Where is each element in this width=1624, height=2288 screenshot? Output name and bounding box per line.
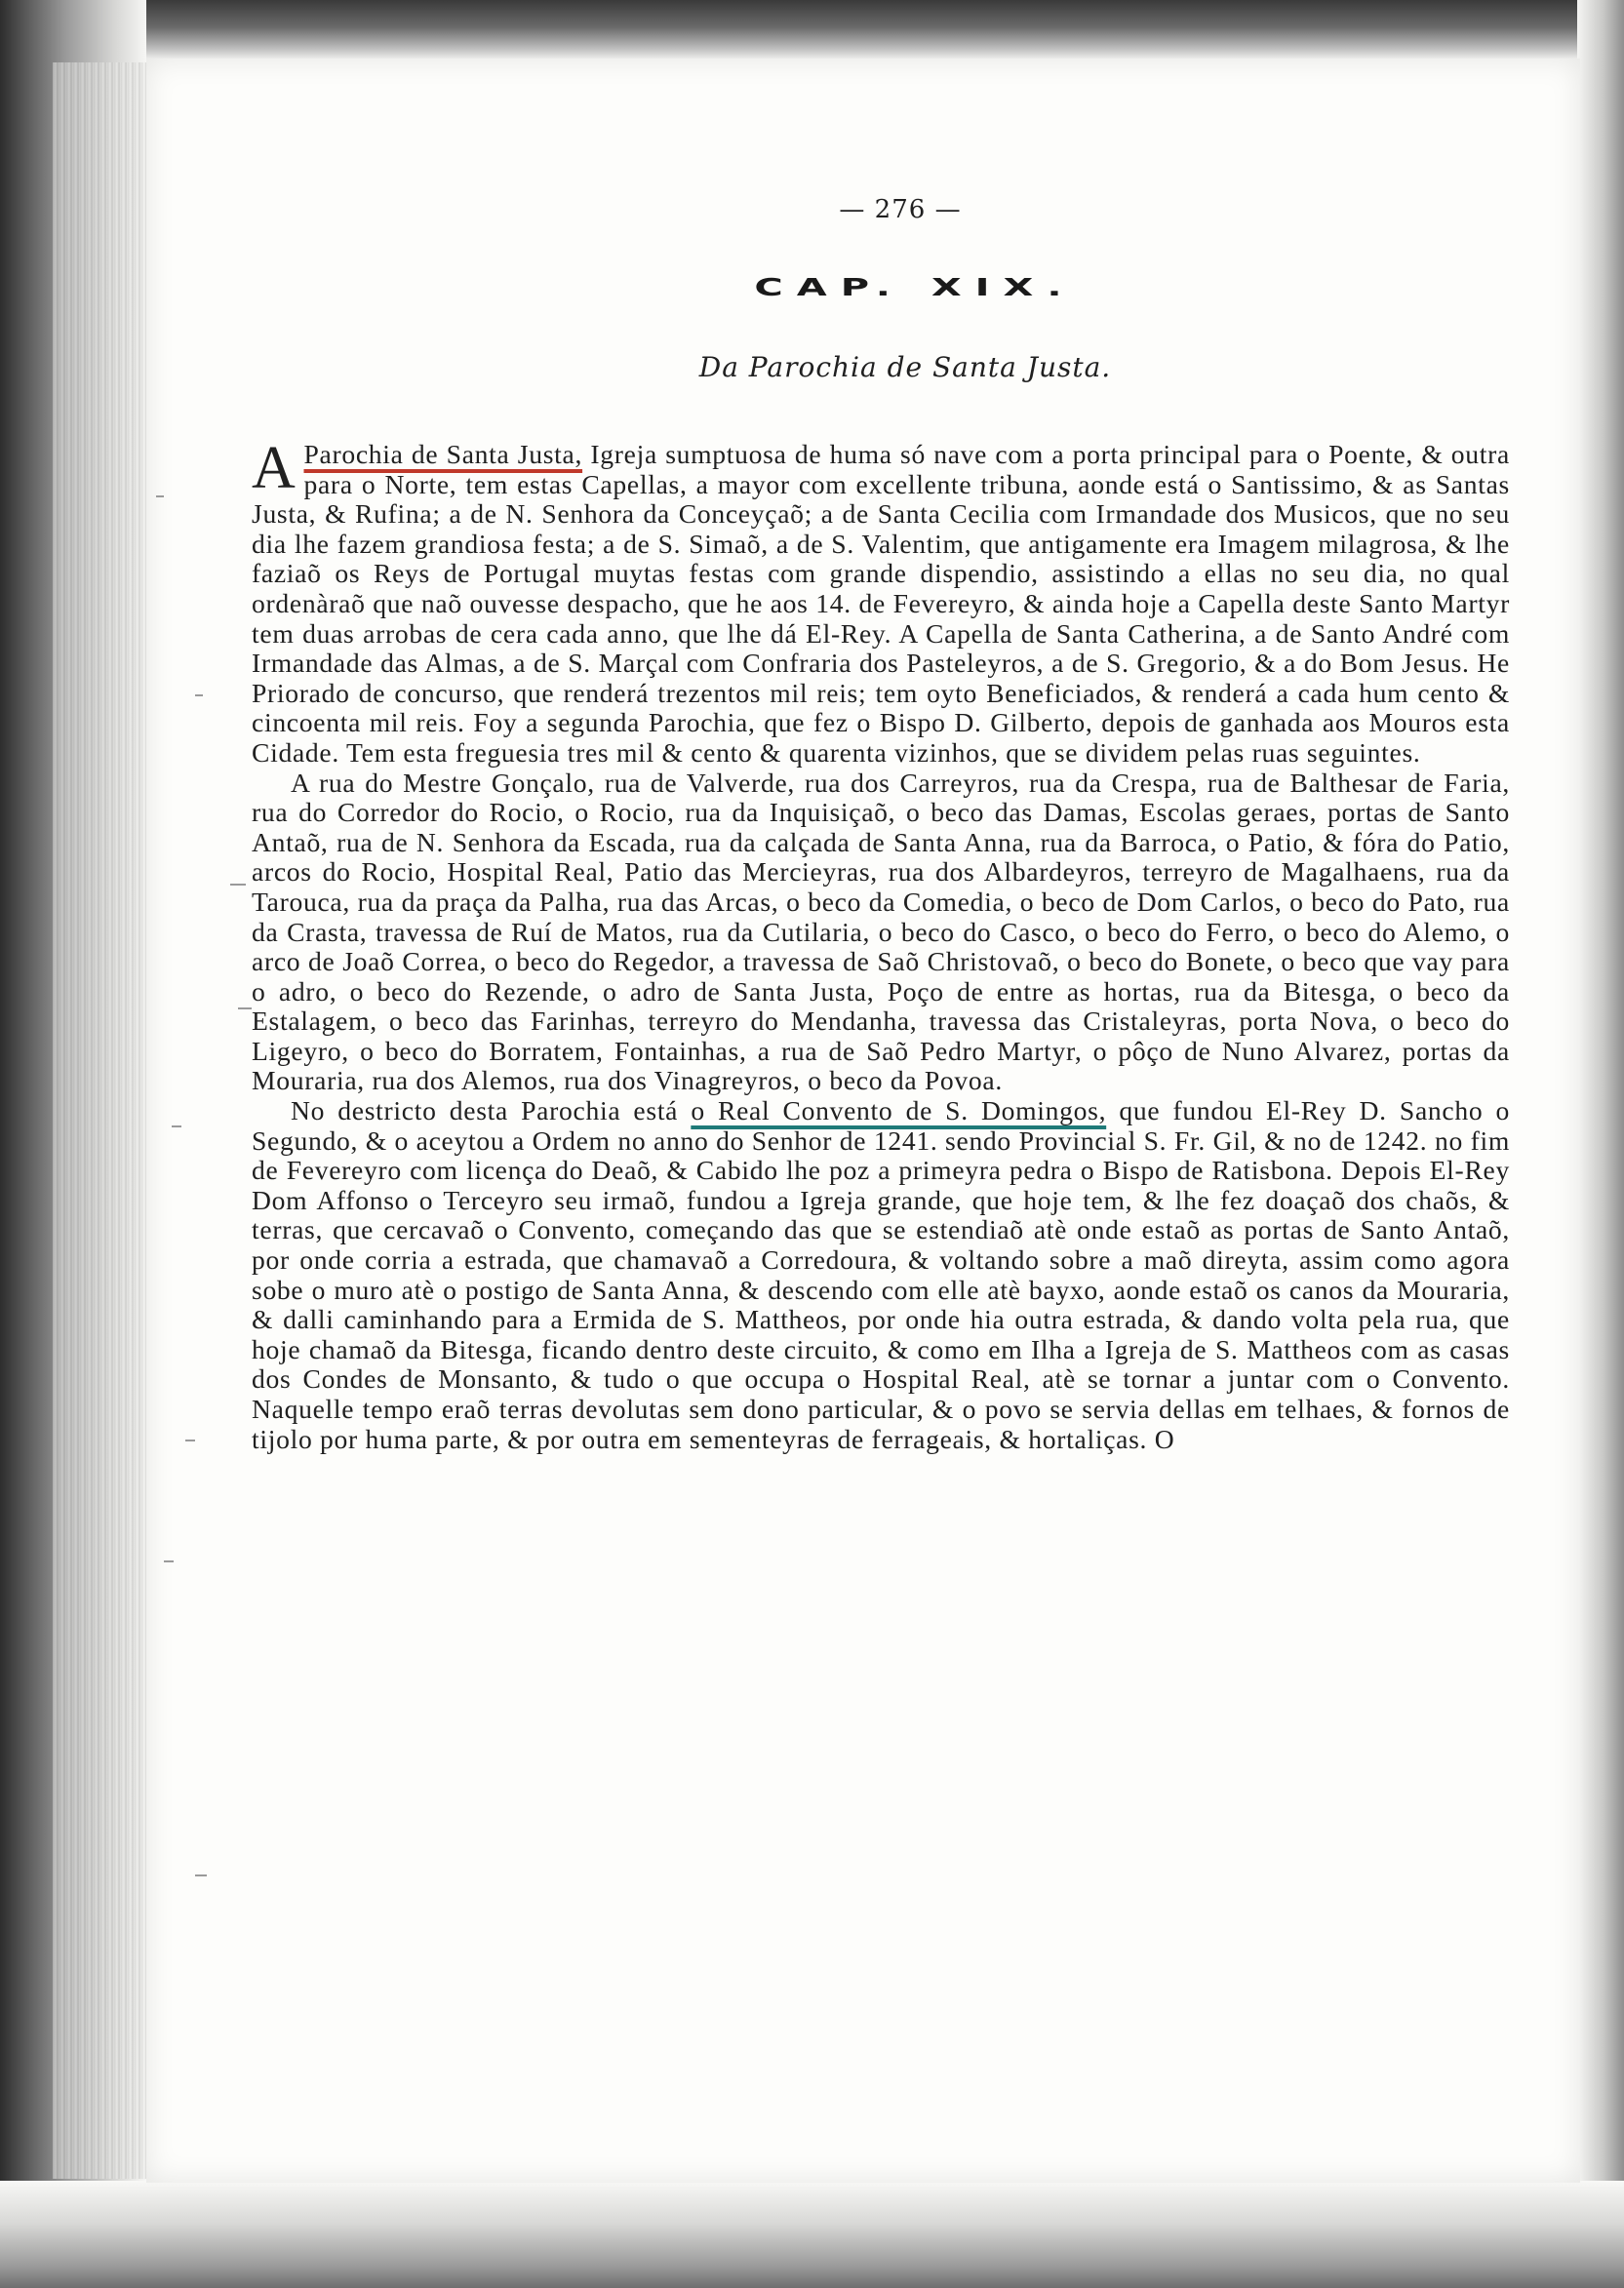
paragraph-text: No destricto desta Parochia está bbox=[291, 1095, 679, 1126]
margin-mark bbox=[195, 1874, 207, 1876]
paragraph-street-list bbox=[252, 769, 1510, 1097]
margin-mark bbox=[164, 1560, 174, 1562]
margin-mark bbox=[230, 884, 246, 886]
body-text bbox=[252, 435, 1510, 1454]
highlight-convent-name: o Real Convento de S. Domingos, bbox=[691, 1095, 1107, 1126]
margin-mark bbox=[156, 495, 164, 497]
book-page-stack bbox=[53, 62, 146, 2179]
paragraph-text: A rua do Mestre Gonçalo, rua de Valverde, rua dos Carreyros, rua da Crespa, rua de Balthesar de Faria, rua do Corredor do Rocio, o Rocio, rua da Inquisiçaõ, o beco das Damas, Escolas geraes, portas de Santo Antaõ, rua de N. Senhora da Escada, rua da calçada de Santa Anna, rua da Barroca, o Patio, & fóra do Patio, arcos do Rocio, Hospital Real, Patio das Mercieyras, rua dos Albardeyros, terreyro de Magalhaens, rua da Tarouca, rua da praça da Palha, rua das Arcas, o beco da Comedia, o beco de Dom Carlos, o beco do Pato, rua da Crasta, travessa de Ruí de Matos, rua da Cutilaria, o beco do Casco, o beco do Ferro, o beco do Alemo, o arco de Joaõ Correa, o beco do Regedor, a travessa de Saõ Christovaõ, o beco do Bonete, o beco que vay para o adro, o beco do Rezende, o adro de Santa Justa, Poço de entre as hortas, rua da Bitesga, o beco da Estalagem, o beco das Farinhas, terreyro do Mendanha, travessa das Cristaleyras, porta Nova, o beco do Ligeyro, o beco do Borratem, Fontainhas, a rua de Saõ Pedro Martyr, o pôço de Nuno Alvarez, portas da Mouraria, rua dos Alemos, rua dos Vinagreyros, o beco da Povoa. bbox=[252, 767, 1510, 1096]
margin-mark bbox=[195, 694, 203, 696]
paragraph-convent bbox=[252, 1096, 1510, 1454]
chapter-title: CAP. XIX. bbox=[754, 273, 1076, 302]
scan-border-top bbox=[0, 0, 1624, 60]
scan-border-bottom bbox=[0, 2181, 1624, 2288]
paragraph-parish-description bbox=[252, 435, 1510, 769]
margin-mark bbox=[185, 1440, 195, 1441]
page-number: — 276 — bbox=[839, 195, 962, 224]
scan-border-right bbox=[1577, 0, 1624, 2288]
margin-mark bbox=[172, 1125, 181, 1127]
paragraph-text: que fundou El-Rey D. Sancho o Segundo, & o aceytou a Ordem no anno do Senhor de 1241. sendo Provincial S. Fr. Gil, & no de 1242. no fim de Fevereyro com licença do Deaõ, & Cabido lhe poz a primeyra pedra o Bispo de Ratisbona. Depois El-Rey Dom Affonso o Terceyro seu irmaõ, fundou a Igreja grande, que hoje tem, & lhe fez doaçaõ dos chaõs, & terras, que cercavaõ o Convento, começando das que se estendiaõ atè onde estaõ as portas de Santo Antaõ, por onde corria a estrada, que chamavaõ a Corredoura, & voltando sobre a maõ direyta, assim como agora sobe o muro atè o postigo de Santa Anna, & descendo com elle atè bayxo, aonde estaõ os canos da Mouraria, & dalli caminhando para a Ermida de S. Mattheos, por onde hia outra estrada, & dando volta pela rua, que hoje chamaõ da Bitesga, ficando dentro deste circuito, & como em Ilha a Igreja de S. Mattheos com as casas dos Condes de Monsanto, & tudo o que occupa o Hospital Real, atè se tornar a juntar com o Convento. Naquelle tempo eraõ terras devolutas sem dono particular, & o povo se servia dellas em telhaes, & fornos de tijolo por huma parte, & por outra em sementeyras de ferrageais, & hortaliças. O bbox=[252, 1095, 1510, 1454]
margin-mark bbox=[238, 1007, 252, 1009]
highlight-parish-name: Parochia de Santa Justa, bbox=[303, 439, 583, 469]
drop-cap: A bbox=[252, 435, 297, 501]
paragraph-text: Igreja sumptuosa de huma só nave com a porta principal para o Poente, & outra para o Norte, tem estas Capellas, a mayor com excellente tribuna, aonde está o Santissimo, & as Santas Justa, & Rufina; a de N. Senhora da Conceyçaõ; a de Santa Cecilia com Irmandade dos Musicos, que no seu dia lhe fazem grandiosa festa; a de S. Simaõ, a de S. Valentim, que antigamente era Imagem milagrosa, & lhe faziaõ os Reys de Portugal muytas festas com grande dispendio, assistindo a ellas no seu dia, no qual ordenàraõ que naõ ouvesse despacho, que he aos 14. de Fevereyro, & ainda hoje a Capella deste Santo Martyr tem duas arrobas de cera cada anno, que lhe dá El-Rey. A Capella de Santa Catherina, a de Santo André com Irmandade das Almas, a de S. Marçal com Confraria dos Pasteleyros, a de S. Gregorio, & a do Bom Jesus. He Priorado de concurso, que renderá trezentos mil reis; tem oyto Beneficiados, & renderá a cada hum cento & cincoenta mil reis. Foy a segunda Parochia, que fez o Bispo D. Gilberto, depois de ganhada aos Mouros esta Cidade. Tem esta freguesia tres mil & cento & quarenta vizinhos, que se dividem pelas ruas seguintes. bbox=[252, 439, 1510, 768]
chapter-subtitle: Da Parochia de Santa Justa. bbox=[698, 351, 1112, 383]
page-text bbox=[252, 195, 1510, 1454]
